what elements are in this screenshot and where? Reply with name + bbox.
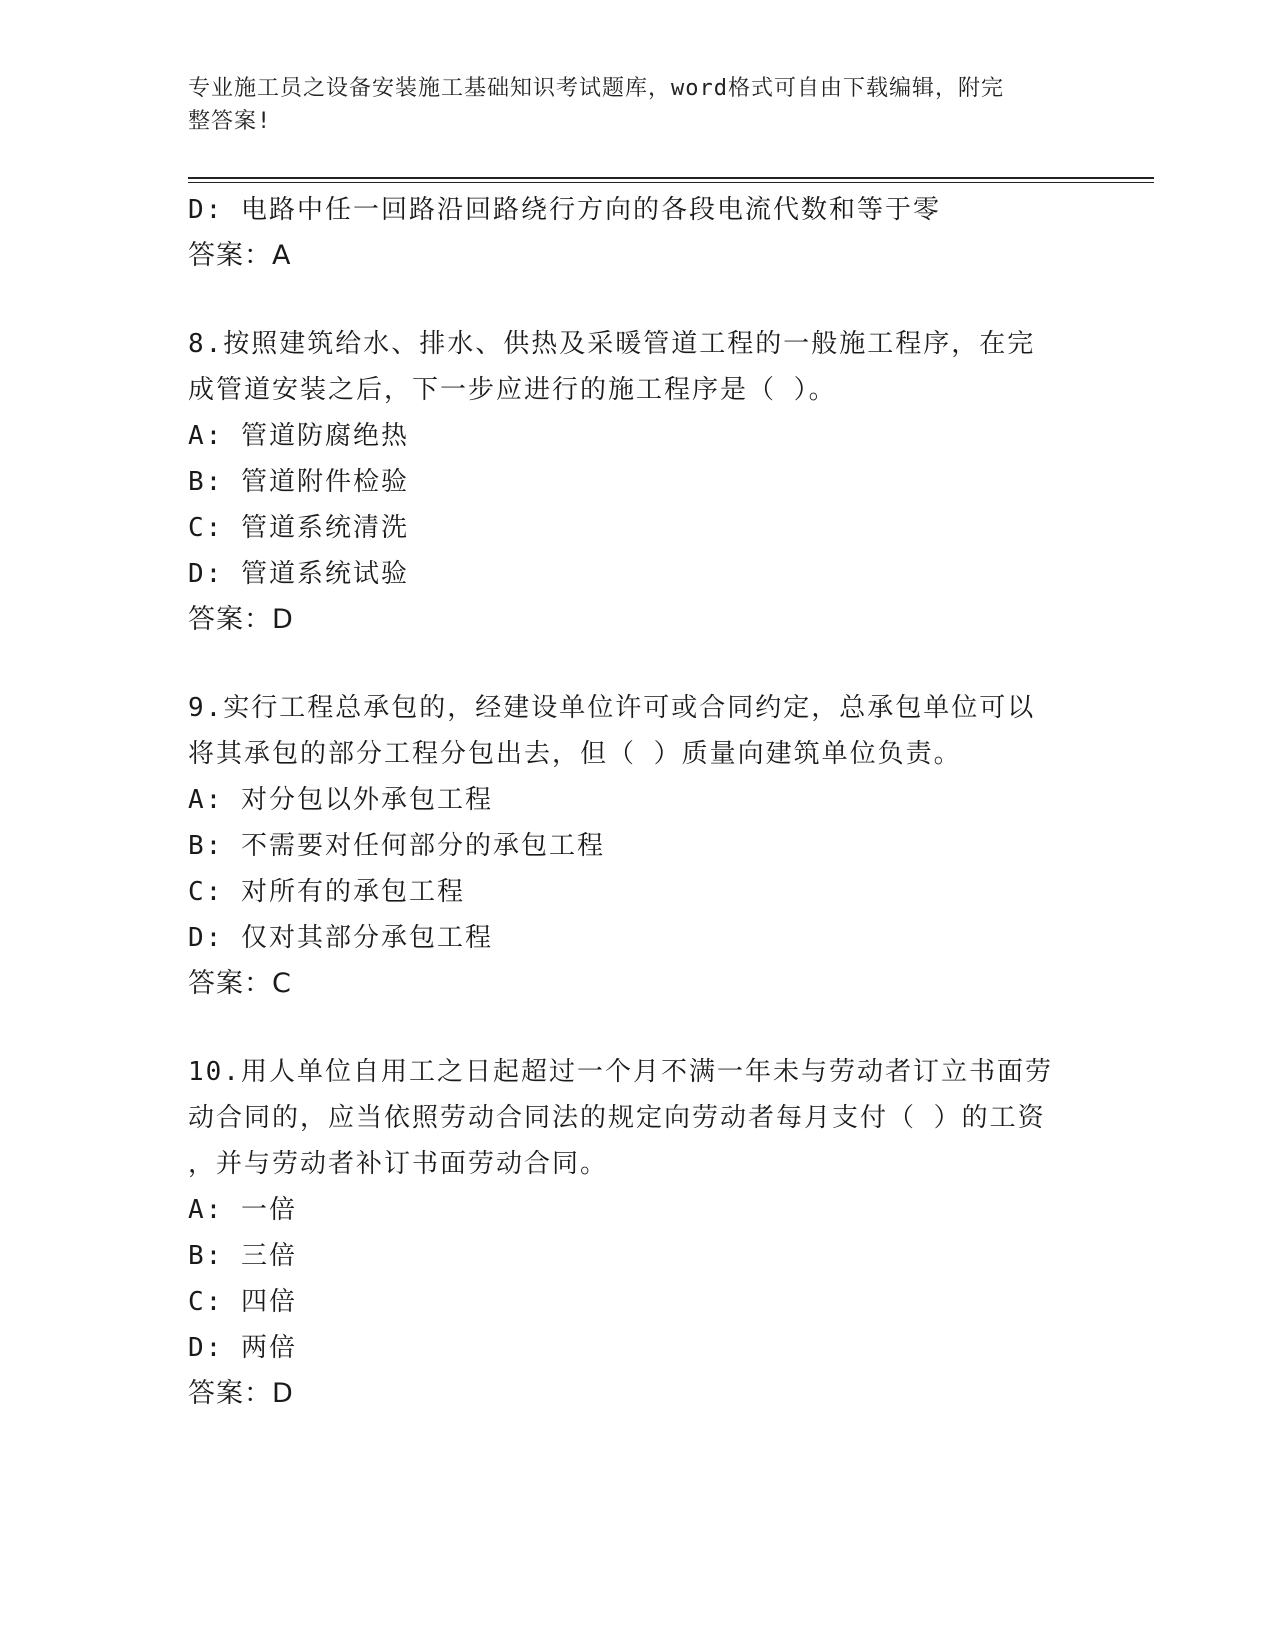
question-stem-line: 将其承包的部分工程分包出去，但（ ）质量向建筑单位负责。 bbox=[188, 739, 962, 769]
option-a: A: 对分包以外承包工程 bbox=[188, 785, 493, 815]
question-stem-line: 10.用人单位自用工之日起超过一个月不满一年未与劳动者订立书面劳 bbox=[188, 1057, 1053, 1087]
question-8 bbox=[188, 321, 1068, 643]
document-body bbox=[188, 187, 1068, 1417]
option-a: A: 一倍 bbox=[188, 1195, 297, 1225]
header-rule-thin bbox=[188, 182, 1154, 183]
option-b: B: 三倍 bbox=[188, 1241, 297, 1271]
option-d: D: 仅对其部分承包工程 bbox=[188, 923, 493, 953]
question-stem-line: 9.实行工程总承包的，经建设单位许可或合同约定，总承包单位可以 bbox=[188, 693, 1036, 723]
document-header bbox=[188, 72, 1068, 138]
answer-line: 答案：A bbox=[188, 240, 292, 271]
option-b: B: 不需要对任何部分的承包工程 bbox=[188, 831, 605, 861]
answer-line: 答案：D bbox=[188, 604, 294, 635]
option-d: D: 两倍 bbox=[188, 1333, 297, 1363]
header-line-1: 专业施工员之设备安装施工基础知识考试题库，word格式可自由下载编辑，附完 bbox=[188, 76, 1004, 101]
question-9 bbox=[188, 685, 1068, 1007]
question-stem-line: 8.按照建筑给水、排水、供热及采暖管道工程的一般施工程序，在完 bbox=[188, 329, 1036, 359]
option-c: C: 管道系统清洗 bbox=[188, 513, 409, 543]
answer-line: 答案：D bbox=[188, 1378, 294, 1409]
option-d: D: 管道系统试验 bbox=[188, 559, 409, 589]
option-c: C: 四倍 bbox=[188, 1287, 297, 1317]
question-10 bbox=[188, 1049, 1068, 1417]
option-a: A: 管道防腐绝热 bbox=[188, 421, 409, 451]
question-stem-line: 动合同的，应当依照劳动合同法的规定向劳动者每月支付（ ）的工资 bbox=[188, 1103, 1046, 1133]
header-rule-thick bbox=[188, 177, 1154, 179]
question-stem-line: ，并与劳动者补订书面劳动合同。 bbox=[188, 1149, 609, 1179]
option-c: C: 对所有的承包工程 bbox=[188, 877, 465, 907]
answer-line: 答案：C bbox=[188, 968, 292, 999]
question-stem-line: 成管道安装之后，下一步应进行的施工程序是（ ）。 bbox=[188, 375, 837, 405]
option-d: D: 电路中任一回路沿回路绕行方向的各段电流代数和等于零 bbox=[188, 195, 941, 225]
option-b: B: 管道附件检验 bbox=[188, 467, 409, 497]
previous-question-tail bbox=[188, 187, 1068, 279]
header-line-2: 整答案! bbox=[188, 109, 272, 134]
